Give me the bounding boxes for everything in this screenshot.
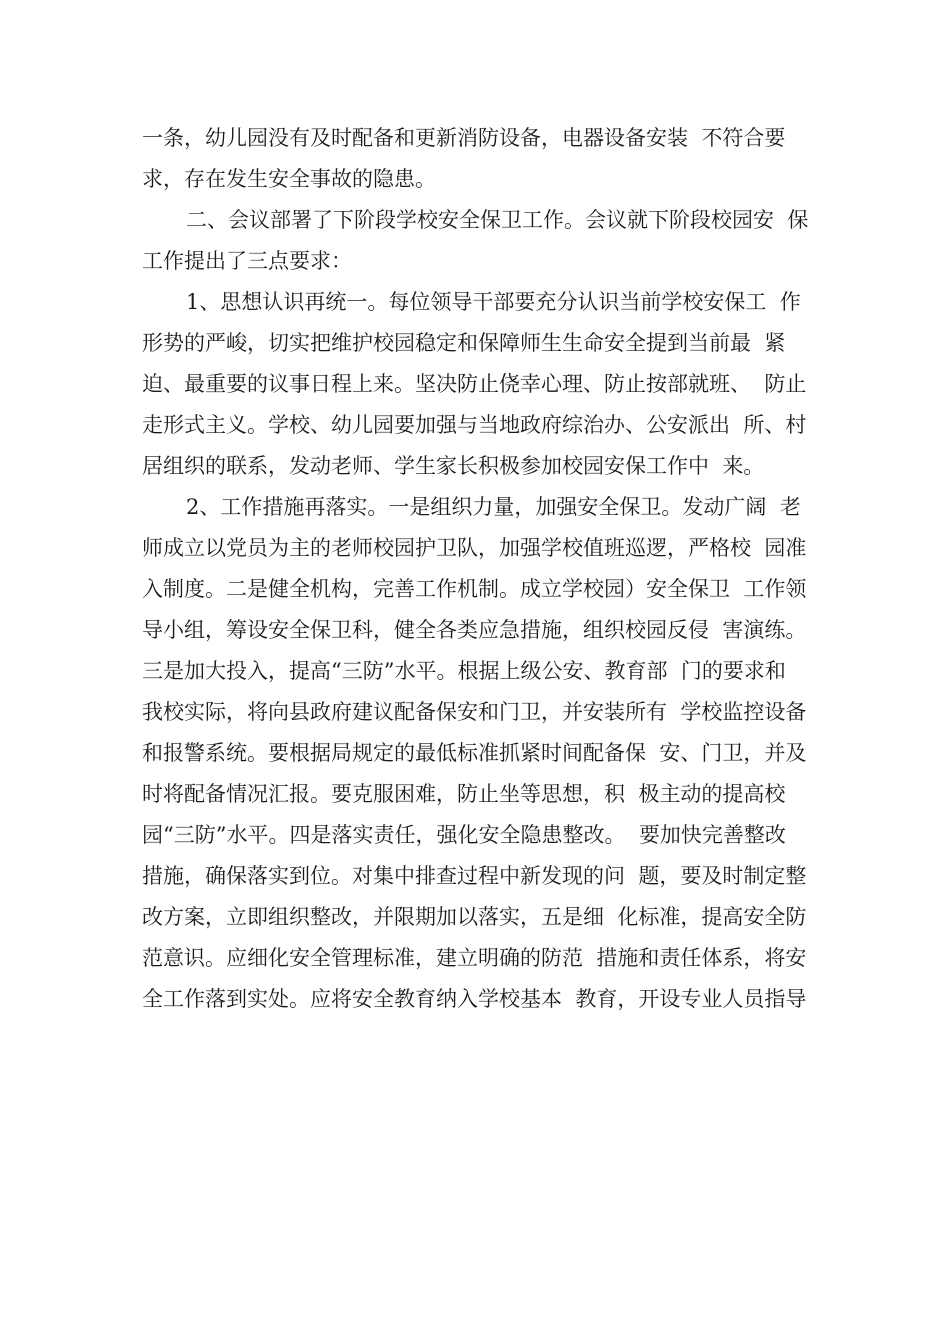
text-line: 求，存在发生安全事故的隐患。 <box>142 167 436 191</box>
text-line: 全工作落到实处。应将安全教育纳入学校基本 教育，开设专业人员指导 <box>142 987 807 1011</box>
text-line: 改方案，立即组织整改，并限期加以落实，五是细 化标准，提高安全防 <box>142 905 807 929</box>
text-line: 和报警系统。要根据局规定的最低标准抓紧时间配备保 安、门卫，并及 <box>142 741 807 765</box>
text-line: 范意识。应细化安全管理标准，建立明确的防范 措施和责任体系，将安 <box>142 946 807 970</box>
paragraph-start: 二、会议部署了下阶段学校安全保卫工作。会议就下阶段校园安 保 <box>186 208 809 232</box>
text-line: 工作提出了三点要求： <box>142 249 352 273</box>
text-line: 入制度。二是健全机构，完善工作机制。成立学校园）安全保卫 工作领 <box>142 577 807 601</box>
text-line: 师成立以党员为主的老师校园护卫队，加强学校值班巡逻，严格校 园准 <box>142 536 807 560</box>
text-line: 一条，幼儿园没有及时配备和更新消防设备，电器设备安装 不符合要 <box>142 126 786 150</box>
text-line: 我校实际，将向县政府建议配备保安和门卫，并安装所有 学校监控设备 <box>142 700 807 724</box>
paragraph-start: 1、思想认识再统一。每位领导干部要充分认识当前学校安保工 作 <box>186 290 801 314</box>
paragraph-start: 2、工作措施再落实。一是组织力量，加强安全保卫。发动广阔 老 <box>186 495 801 519</box>
text-line: 导小组，筹设安全保卫科，健全各类应急措施，组织校园反侵 害演练。 <box>142 618 807 642</box>
text-line: 居组织的联系，发动老师、学生家长积极参加校园安保工作中 来。 <box>142 454 765 478</box>
text-line: 走形式主义。学校、幼儿园要加强与当地政府综治办、公安派出 所、村 <box>142 413 807 437</box>
text-line: 时将配备情况汇报。要克服困难，防止坐等思想，积 极主动的提高校 <box>142 782 786 806</box>
text-line: 形势的严峻，切实把维护校园稳定和保障师生生命安全提到当前最 紧 <box>142 331 786 355</box>
text-line: 三是加大投入，提高“三防”水平。根据上级公安、教育部 门的要求和 <box>142 659 786 683</box>
text-line: 措施，确保落实到位。对集中排查过程中新发现的问 题，要及时制定整 <box>142 864 807 888</box>
text-line: 园“三防”水平。四是落实责任，强化安全隐患整改。 要加快完善整改 <box>142 823 786 847</box>
text-line: 迫、最重要的议事日程上来。坚决防止侥幸心理、防止按部就班、 防止 <box>142 372 807 396</box>
body-text <box>142 118 822 1020</box>
